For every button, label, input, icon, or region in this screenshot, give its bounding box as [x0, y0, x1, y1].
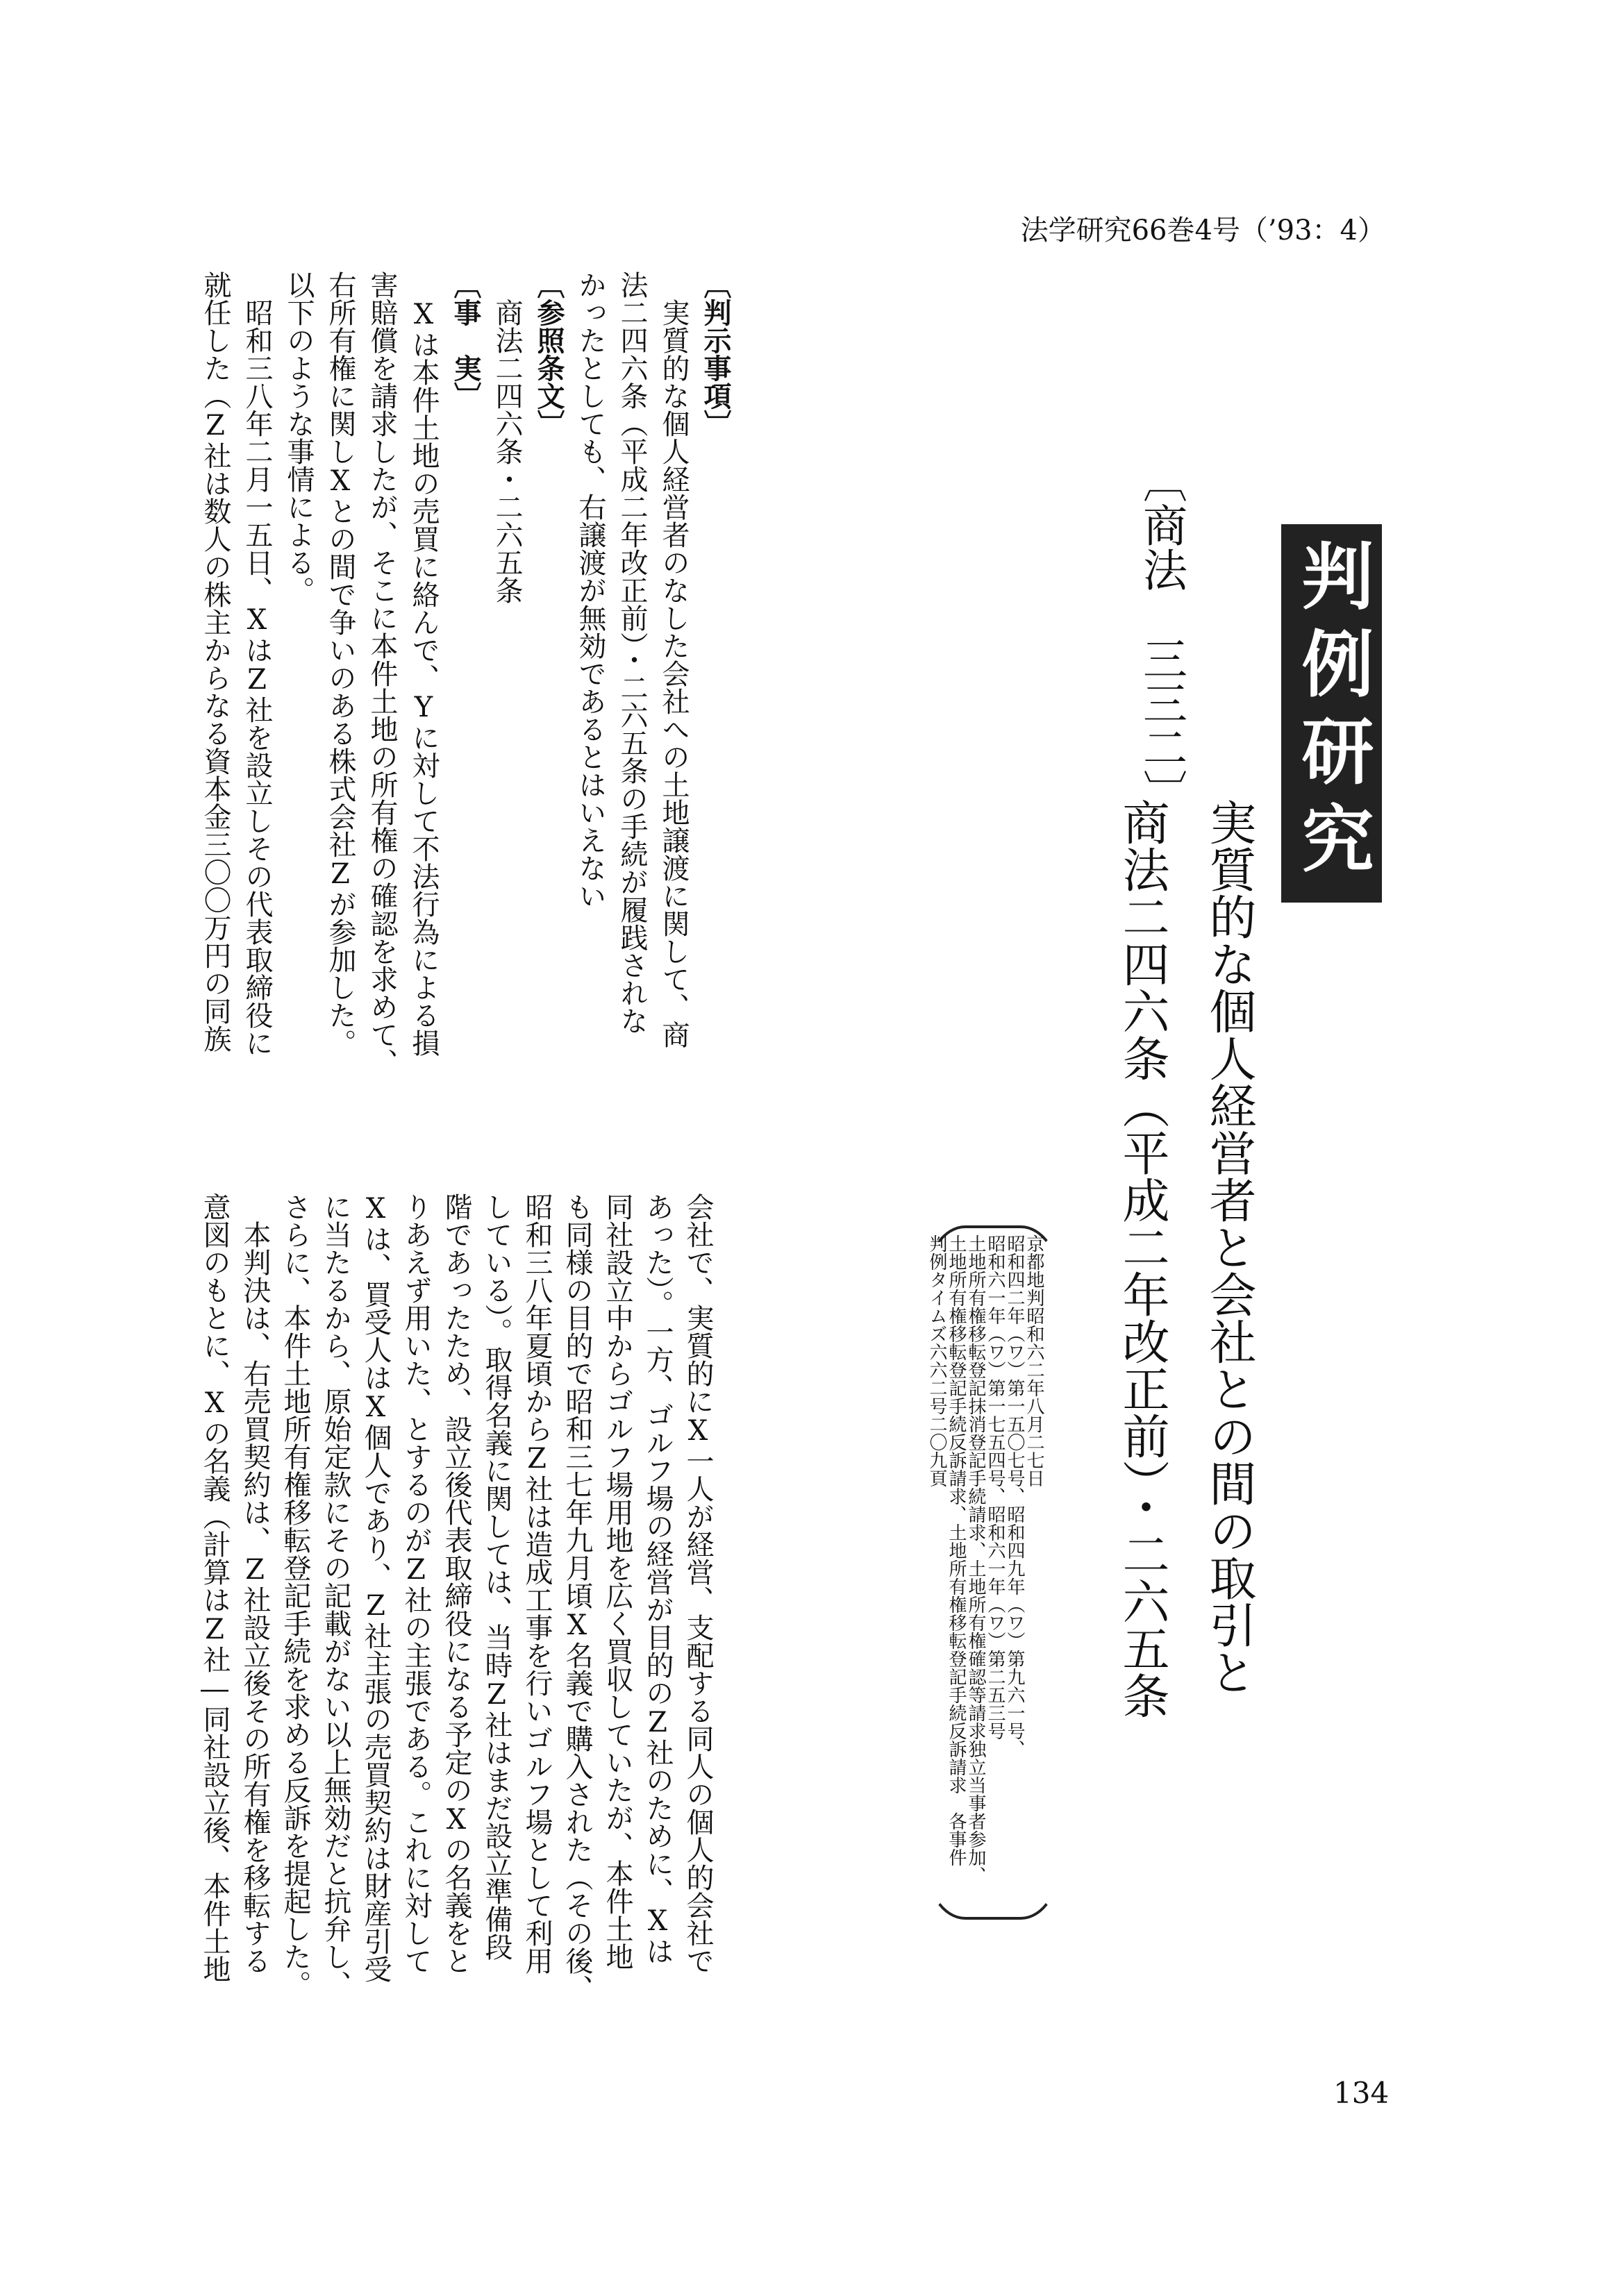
text-line: 昭和三八年二月一五日、XはZ社を設立しその代表取締役に	[241, 271, 273, 1057]
text-line: 昭和三八年夏頃からZ社は造成工事を行いゴルフ場として利用	[521, 1193, 553, 1975]
text-line: 実質的な個人経営者のなした会社への土地譲渡に関して、商	[658, 271, 690, 1048]
text-line: 就任した（Z社は数人の株主からなる資本金三〇〇万円の同族	[199, 271, 231, 1053]
text-line: 会社で、実質的にX一人が経営、支配する同人の個人的会社で	[682, 1193, 714, 1975]
journal-citation: 法学研究66巻4号（’93：4）	[1020, 215, 1385, 246]
heading-holding: 〔判示事項〕	[699, 271, 732, 437]
citation-line: 昭和四二年（ワ）第一五〇七号、昭和四九年（ワ）第九六一号、	[1004, 1234, 1025, 1758]
text-line: 商法二四六条・二六五条	[491, 271, 523, 604]
text-line: さらに、本件土地所有権移転登記手続を求める反訴を提起した。	[279, 1193, 311, 1998]
badge-text: 判例研究	[1289, 538, 1375, 889]
citation-line: 昭和六一年（ワ）第一七五四号、昭和六一年（ワ）第二五三号	[985, 1234, 1006, 1740]
heading-facts: 〔事 実〕	[449, 271, 482, 410]
text-line: Xは、買受人はX個人であり、Z社主張の売買契約は財産引受	[360, 1193, 392, 1983]
text-line: 意図のもとに、Xの名義（計算はZ社―同社設立後、本件土地	[199, 1193, 231, 1983]
section-label: 〔商法 三三二〕	[1135, 458, 1187, 814]
text-line: 法二四六条（平成二年改正前）・二六五条の手続が履践されな	[616, 271, 648, 1034]
citation-line: 京都地判昭和六二年八月二七日	[1024, 1234, 1044, 1487]
case-study-badge	[1281, 524, 1382, 903]
citation-line: 土地所有権移転登記抹消登記手続請求、土地所有権確認等請求独立当事者参加、	[965, 1234, 986, 1884]
text-line: 本判決は、右売買契約は、Z社設立後その所有権を移転する	[239, 1193, 271, 1975]
text-line: Xは本件土地の売買に絡んで、Yに対して不法行為による損	[408, 271, 440, 1057]
heading-references: 〔参照条文〕	[533, 271, 565, 437]
body-text-lower	[194, 1193, 718, 2002]
citation-line: 土地所有権移転登記手続反訴請求、土地所有権移転登記手続反訴請求 各事件	[946, 1234, 967, 1866]
text-line: 階であったため、設立後代表取締役になる予定のXの名義をと	[440, 1193, 472, 1975]
text-line: に当たるから、原始定款にその記載がない以上無効だと抗弁し、	[319, 1193, 351, 1998]
text-line: も同様の目的で昭和三七年九月頃X名義で購入された（その後、	[561, 1193, 593, 2002]
citation-line: 判例タイムズ六六二号二〇九頁	[926, 1234, 947, 1487]
page-number: 134	[1333, 2076, 1390, 2110]
text-line: 害賠償を請求したが、そこに本件土地の所有権の確認を求めて、	[366, 271, 398, 1076]
text-line: している）。取得名義に関しては、当時Z社はまだ設立準備段	[481, 1193, 512, 1961]
text-line: 同社設立中からゴルフ場用地を広く買収していたが、本件土地	[601, 1193, 633, 1970]
case-citation	[927, 1234, 1044, 1884]
text-line: 以下のような事情による。	[283, 271, 315, 604]
article-title-line-2: 商法二四六条（平成二年改正前）・二六五条	[1115, 798, 1169, 1719]
text-line: かったとしても、右譲渡が無効であるとはいえない	[574, 271, 606, 910]
text-line: 右所有権に関しXとの間で争いのある株式会社Zが参加した。	[324, 271, 356, 1057]
text-line: あった）。一方、ゴルフ場の経営が目的のZ社のために、Xは	[642, 1193, 674, 1965]
body-text-upper	[194, 271, 736, 1076]
text-line: りあえず用いた、とするのがZ社の主張である。これに対して	[400, 1193, 432, 1975]
article-title-line-1: 実質的な個人経営者と会社との間の取引と	[1201, 798, 1256, 1695]
